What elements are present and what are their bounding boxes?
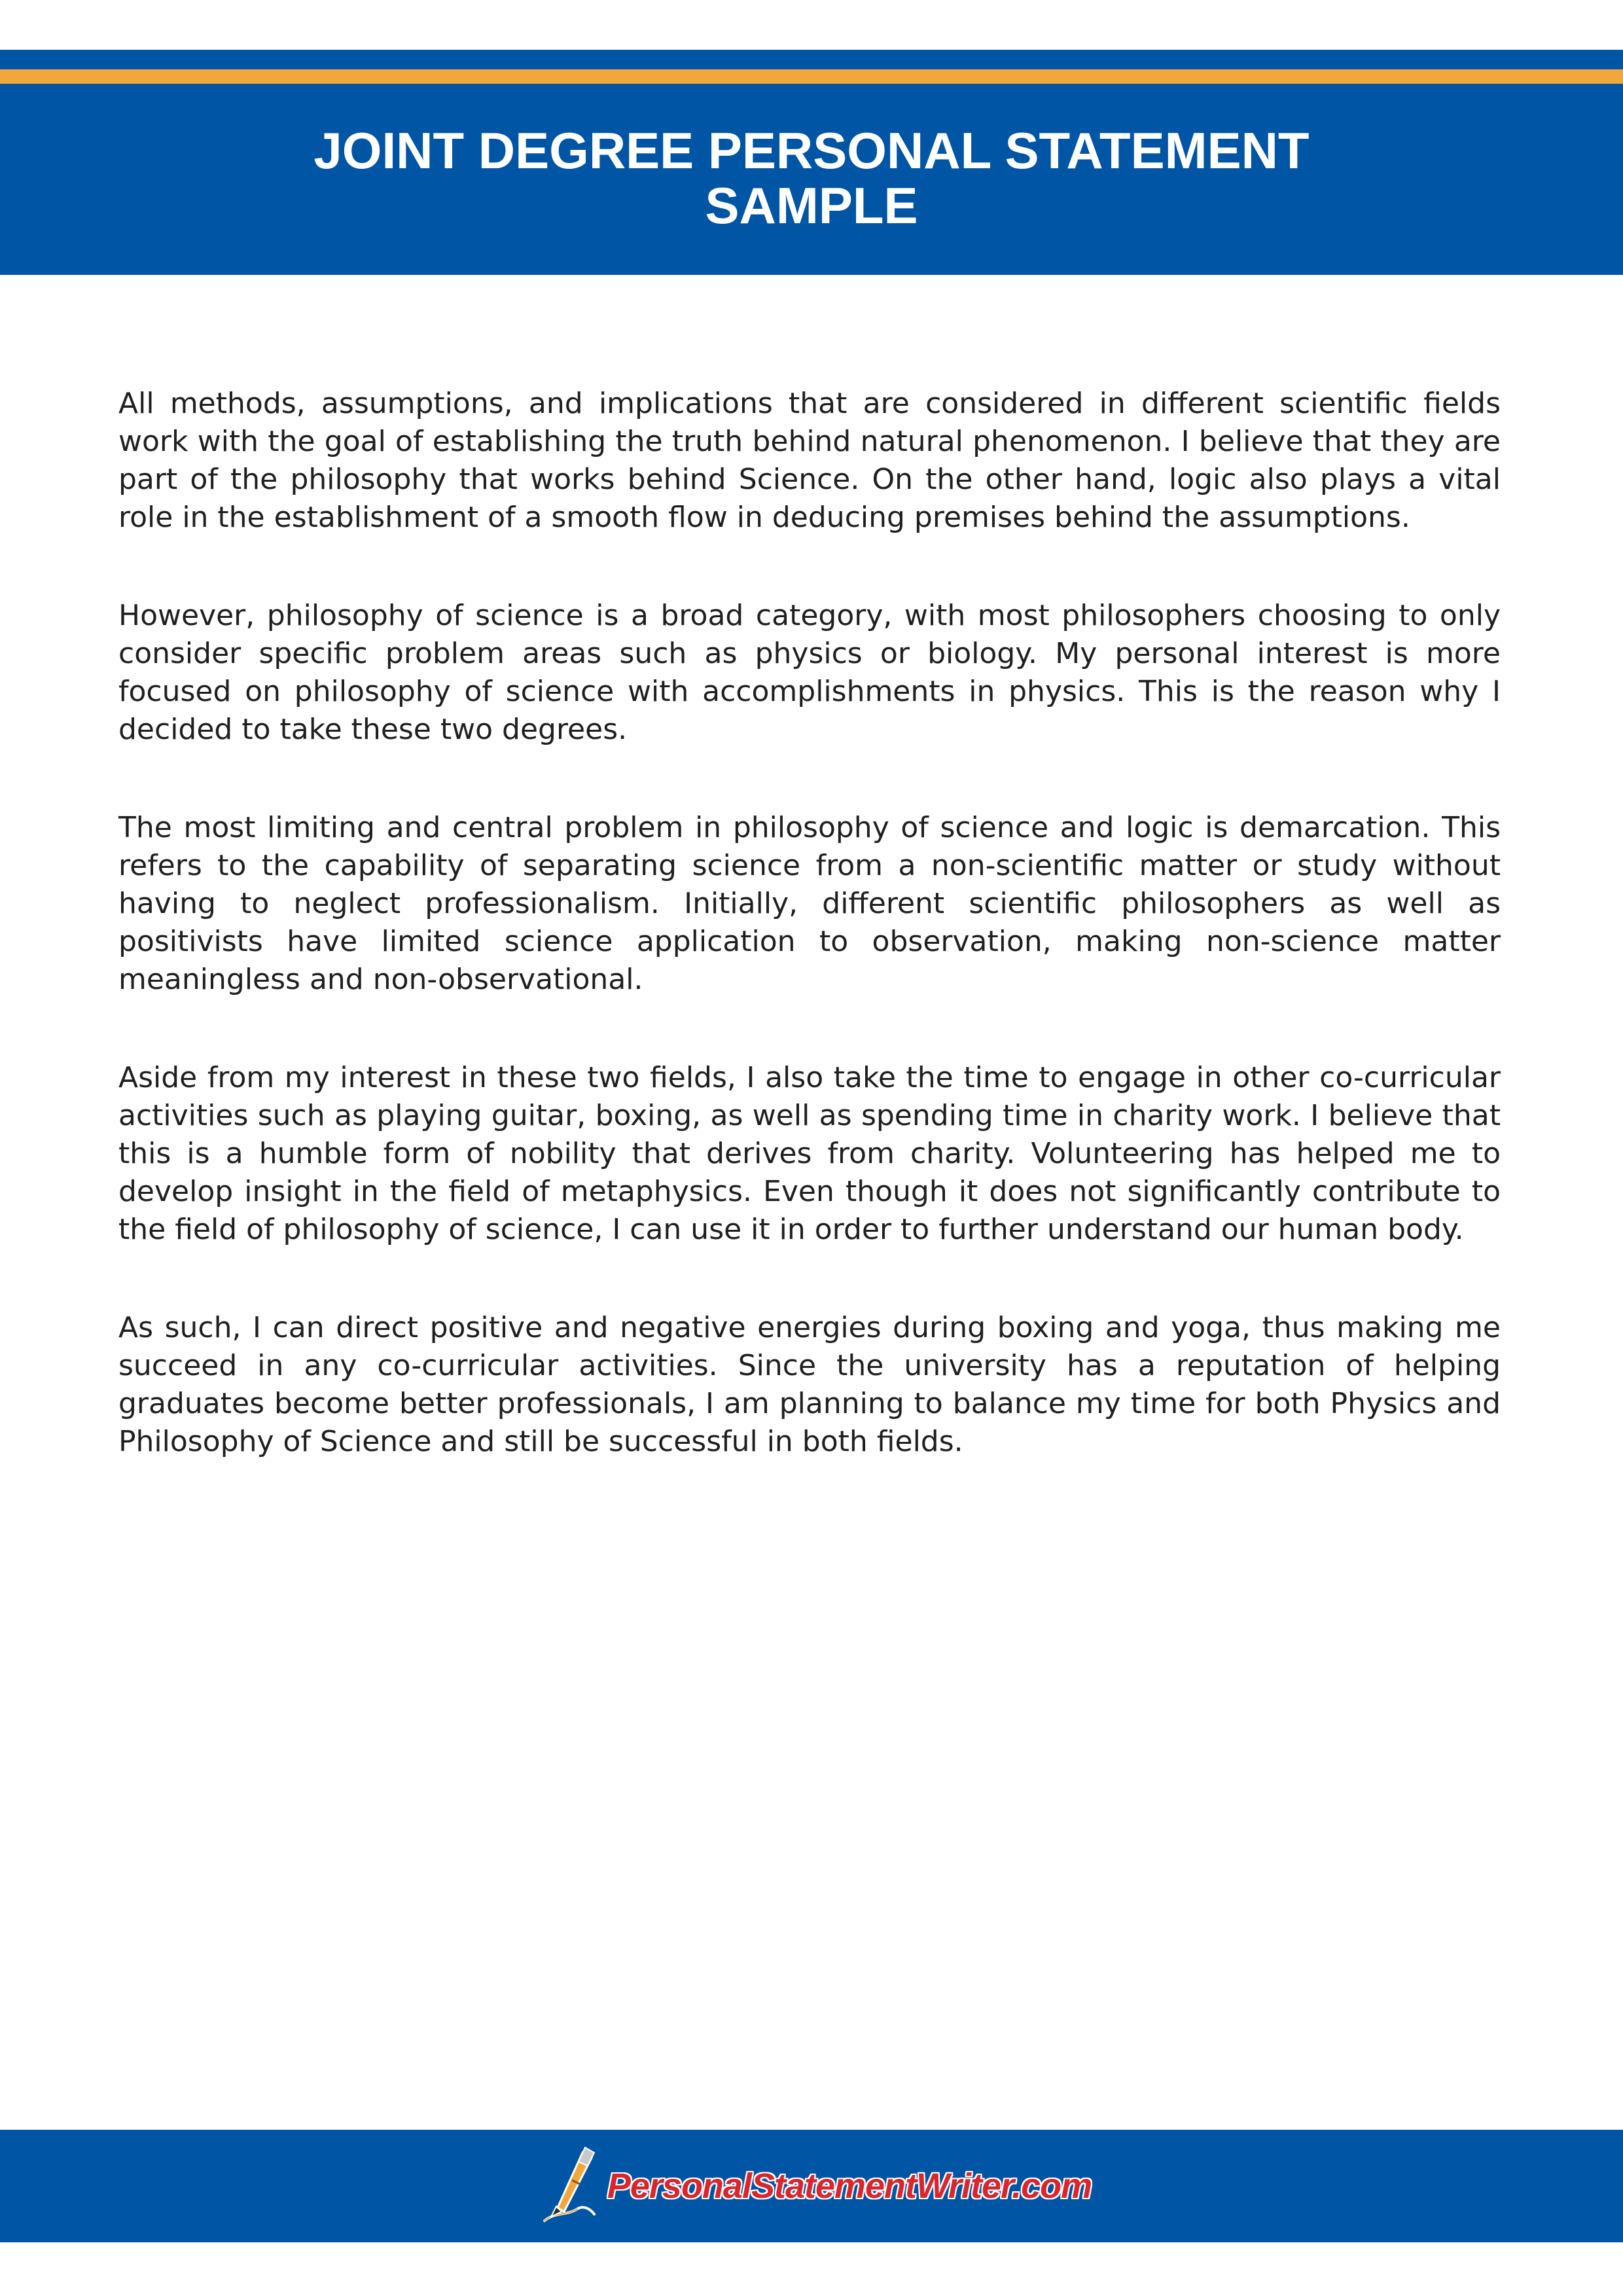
header-accent-stripe (0, 69, 1623, 84)
paragraph-2: However, philosophy of science is a broad category, with most philosophers choosing to only consider specific problem areas such as physics or biology. My personal interest is more focused on philosophy of science with accomplishments in physics. This is the reason why I decided to take these two degrees. (118, 599, 1501, 746)
page-title-line2: SAMPLE (705, 177, 918, 234)
footer-logo (0, 2130, 1623, 2242)
paragraph-4: Aside from my interest in these two fields, I also take the time to engage in other co-curricular activities such as playing guitar, boxing, as well as spending time in charity work. I believe that this is a humble form of nobility that derives from charity. Volunteering has helped me to develop insight in the field of metaphysics. Even though it does not significantly contribute to the field of philosophy of science, I can use it in order to further understand our human body. (118, 1061, 1501, 1246)
footer-band (0, 2130, 1623, 2242)
paragraph-5: As such, I can direct positive and negative energies during boxing and yoga, thus making me succeed in any co-curricular activities. Since the university has a reputation of helping graduates become better professionals, I am planning to balance my time for both Physics and Philosophy of Science and still be successful in both fields. (118, 1311, 1501, 1458)
header-band (0, 50, 1623, 275)
paragraph-3: The most limiting and central problem in philosophy of science and logic is demarcation. This refers to the capability of separating science from a non-scientific matter or study without having to neglect professionalism. Initially, different scientific philosophers as well as positivists have limited science application to observation, making non-science matter meaningless and non-observational. (118, 811, 1501, 996)
pen-icon (531, 2144, 603, 2229)
statement-body (118, 385, 1501, 1521)
paragraph-1: All methods, assumptions, and implications that are considered in different scientific fields work with the goal of establishing the truth behind natural phenomenon. I believe that they are part of the philosophy that works behind Science. On the other hand, logic also plays a vital role in the establishment of a smooth flow in deducing premises behind the assumptions. (118, 387, 1501, 534)
page-title-line1: JOINT DEGREE PERSONAL STATEMENT (313, 122, 1310, 179)
logo-wordmark: PersonalStatementWriter.com (607, 2166, 1092, 2206)
page-title (0, 123, 1623, 233)
